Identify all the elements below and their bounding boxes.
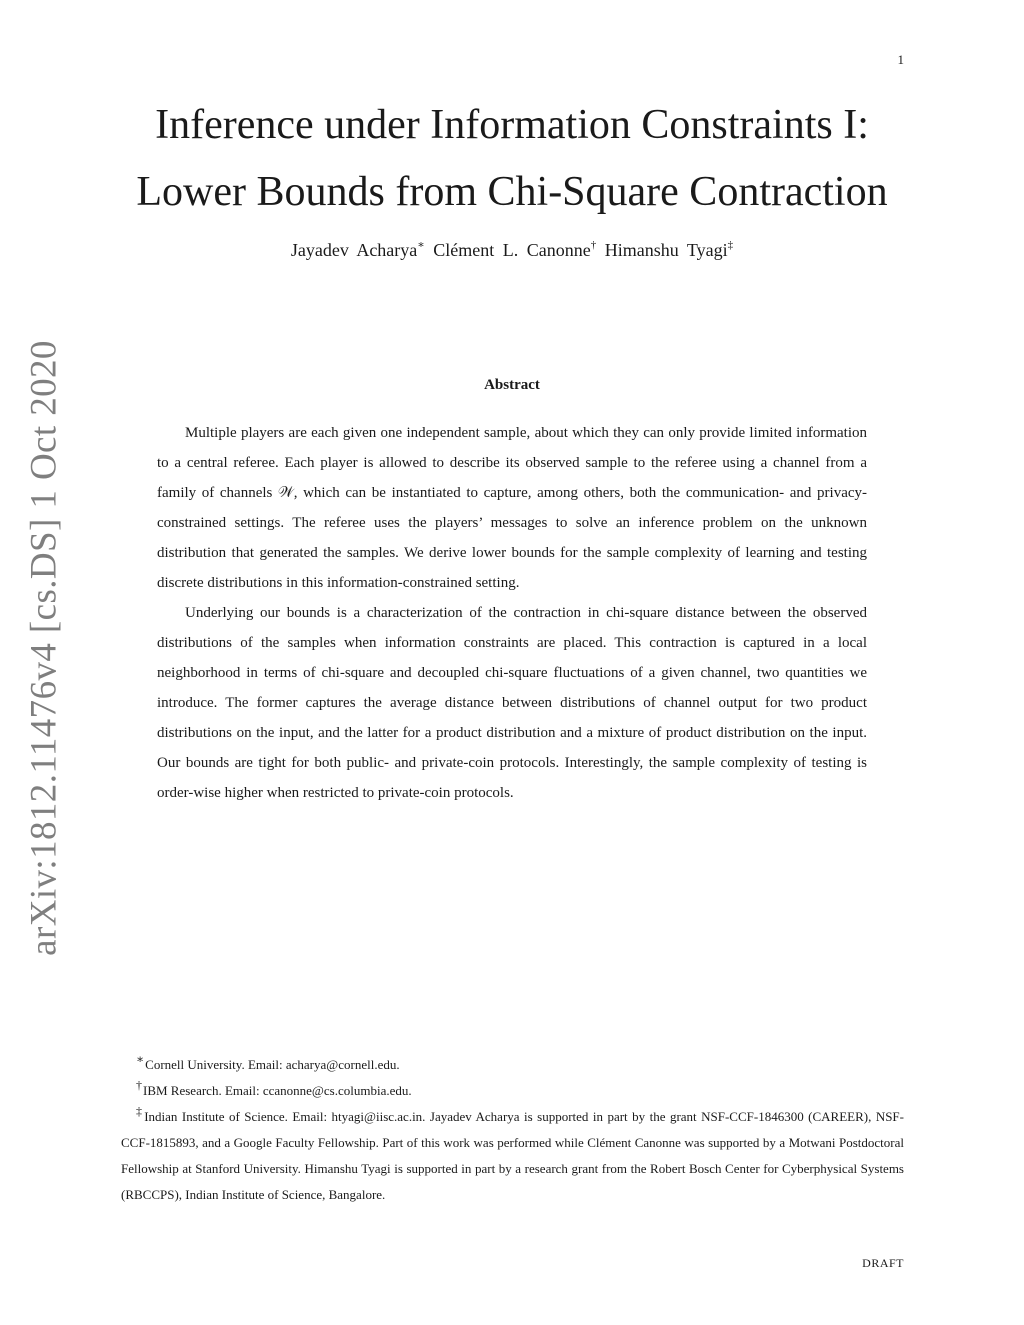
abstract-paragraph: Multiple players are each given one independent sample, about which they can only provide limited information to a central referee. Each player is allowed to describe its observed sample to the referee using a channel from a family of channels 𝒲, which can be instantiated to capture, among others, both the communication- and privacy-constrained settings. The referee uses the players’ messages to solve an inference problem on the unknown distribution that generated the samples. We derive lower bounds for the sample complexity of learning and testing discrete distributions in this information-constrained setting. <box>157 425 867 591</box>
footnote-mark: † <box>136 1078 142 1092</box>
author-footnote-mark[interactable]: ∗ <box>417 239 425 251</box>
arxiv-identifier[interactable]: arXiv:1812.11476v4 [cs.DS] 1 Oct 2020 <box>23 340 65 956</box>
footnotes <box>121 1052 904 1208</box>
footnote-text: Indian Institute of Science. Email: htyagi@iisc.ac.in. Jayadev Acharya is supported in part by the grant NSF-CCF-1846300 (CAREER), NSF-CCF-1815893, and a Google Faculty Fellowship. Part of this work was performed while Clément Canonne was supported by a Motwani Postdoctoral Fellowship at Stanford University. Himanshu Tyagi is supported in part by a research grant from the Robert Bosch Center for Cyberphysical Systems (RBCCPS), Indian Institute of Science, Bangalore. <box>121 1109 904 1202</box>
author-footnote-mark[interactable]: ‡ <box>727 239 734 251</box>
footnote-mark: ∗ <box>136 1052 145 1066</box>
author-list <box>0 240 1024 261</box>
footnote-text: Cornell University. Email: acharya@cornell.edu. <box>145 1057 400 1072</box>
page-number: 1 <box>897 52 904 67</box>
author-footnote-mark[interactable]: † <box>590 239 597 251</box>
footnote <box>121 1104 904 1208</box>
footnote <box>121 1052 904 1078</box>
abstract-body <box>157 418 867 808</box>
author-name: Himanshu Tyagi <box>604 240 728 260</box>
author-name: Clément L. Canonne <box>433 240 591 260</box>
footnote <box>121 1078 904 1104</box>
title-line-2: Lower Bounds from Chi-Square Contraction <box>136 169 888 215</box>
paper-title <box>0 92 1024 226</box>
abstract-heading: Abstract <box>484 377 540 393</box>
author-name: Jayadev Acharya <box>290 240 418 260</box>
draft-label: DRAFT <box>862 1256 904 1270</box>
title-line-1: Inference under Information Constraints I: <box>155 102 869 148</box>
abstract-paragraph: Underlying our bounds is a characterization of the contraction in chi-square distance between the observed distributions of the samples when information constraints are placed. This contraction is captured in a local neighborhood in terms of chi-square and decoupled chi-square fluctuations of a given channel, two quantities we introduce. The former captures the average distance between distributions of channel output for two product distributions on the input, and the latter for a product distribution and a mixture of product distribution on the input. Our bounds are tight for both public- and private-coin protocols. Interestingly, the sample complexity of testing is order-wise higher when restricted to private-coin protocols. <box>157 605 867 801</box>
footnote-text: IBM Research. Email: ccanonne@cs.columbia.edu. <box>143 1083 412 1098</box>
footnote-mark: ‡ <box>136 1104 144 1118</box>
